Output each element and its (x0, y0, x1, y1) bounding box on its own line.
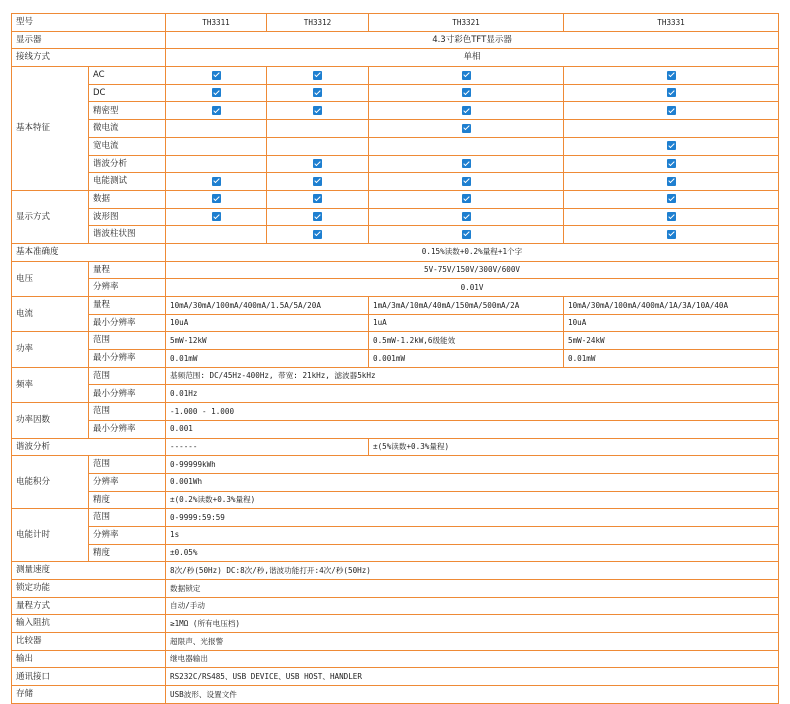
current-res-value: 10uA (166, 314, 369, 332)
frequency-res-label: 最小分辨率 (89, 385, 166, 403)
basic-feature-row (12, 173, 779, 191)
checkbox-checked-icon (212, 106, 221, 115)
basic-feature-check-cell (369, 120, 564, 138)
energy-range-value: 0-99999kWh (166, 456, 779, 474)
checkbox-checked-icon (462, 124, 471, 133)
checkbox-checked-icon (313, 71, 322, 80)
basic-feature-check-cell (564, 67, 779, 85)
display-mode-item-label: 数据 (89, 190, 166, 208)
current-res-label: 最小分辨率 (89, 314, 166, 332)
basic-feature-check-cell (267, 67, 369, 85)
accuracy-label: 基本准确度 (12, 243, 166, 261)
checkbox-checked-icon (667, 106, 676, 115)
power-row (12, 350, 779, 368)
voltage-row (12, 261, 779, 279)
basic-feature-item-label: 谐波分析 (89, 155, 166, 173)
spec-row (12, 650, 779, 668)
display-mode-item-label: 谐波柱状图 (89, 226, 166, 244)
spec-label: 输入阻抗 (12, 615, 166, 633)
basic-feature-check-cell (166, 67, 267, 85)
spec-value: 自动/手动 (166, 597, 779, 615)
power-factor-range-value: -1.000 - 1.000 (166, 403, 779, 421)
checkbox-checked-icon (667, 159, 676, 168)
accuracy-row (12, 243, 779, 261)
basic-feature-row (12, 84, 779, 102)
display-mode-check-cell (267, 208, 369, 226)
display-mode-row (12, 226, 779, 244)
energy-row (12, 491, 779, 509)
model-th3312: TH3312 (267, 14, 369, 32)
basic-feature-check-cell (166, 120, 267, 138)
basic-feature-check-cell (166, 84, 267, 102)
basic-feature-item-label: 宽电流 (89, 137, 166, 155)
display-mode-row (12, 190, 779, 208)
spec-label: 量程方式 (12, 597, 166, 615)
voltage-res-label: 分辨率 (89, 279, 166, 297)
current-row (12, 314, 779, 332)
checkbox-checked-icon (667, 194, 676, 203)
current-range-label: 量程 (89, 297, 166, 315)
checkbox-checked-icon (313, 177, 322, 186)
timing-row (12, 509, 779, 527)
spec-row (12, 615, 779, 633)
voltage-row (12, 279, 779, 297)
basic-feature-item-label: 微电流 (89, 120, 166, 138)
power-res-value: 0.01mW (166, 350, 369, 368)
frequency-row (12, 367, 779, 385)
basic-feature-check-cell (369, 102, 564, 120)
power-label: 功率 (12, 332, 89, 367)
power-row (12, 332, 779, 350)
checkbox-checked-icon (462, 212, 471, 221)
spec-label: 通讯接口 (12, 668, 166, 686)
basic-feature-check-cell (564, 155, 779, 173)
power-range-value: 5mW-12kW (166, 332, 369, 350)
basic-feature-check-cell (166, 173, 267, 191)
power-range-value: 5mW-24kW (564, 332, 779, 350)
energy-row (12, 456, 779, 474)
basic-feature-check-cell (267, 173, 369, 191)
spec-row (12, 562, 779, 580)
display-row (12, 31, 779, 49)
basic-feature-check-cell (166, 137, 267, 155)
basic-feature-check-cell (267, 102, 369, 120)
power-factor-res-label: 最小分辨率 (89, 420, 166, 438)
spec-label: 比较器 (12, 633, 166, 651)
wiring-row (12, 49, 779, 67)
basic-feature-row (12, 137, 779, 155)
energy-acc-value: ±(0.2%读数+0.3%量程) (166, 491, 779, 509)
display-mode-item-label: 波形图 (89, 208, 166, 226)
spec-value: 8次/秒(50Hz) DC:8次/秒,谐波功能打开:4次/秒(50Hz) (166, 562, 779, 580)
basic-feature-label: 基本特征 (12, 67, 89, 191)
spec-value: 超限声、光报警 (166, 633, 779, 651)
frequency-range-value: 基频范围: DC/45Hz-400Hz, 带宽: 21kHz, 滤波器5kHz (166, 367, 779, 385)
spec-label: 输出 (12, 650, 166, 668)
header-row (12, 14, 779, 32)
basic-feature-row (12, 102, 779, 120)
accuracy-value: 0.15%读数+0.2%量程+1个字 (166, 243, 779, 261)
basic-feature-check-cell (564, 84, 779, 102)
harmonic-label: 谐波分析 (12, 438, 166, 456)
voltage-res-value: 0.01V (166, 279, 779, 297)
current-range-value: 1mA/3mA/10mA/40mA/150mA/500mA/2A (369, 297, 564, 315)
model-th3321: TH3321 (369, 14, 564, 32)
power-factor-range-label: 范围 (89, 403, 166, 421)
checkbox-checked-icon (212, 194, 221, 203)
frequency-label: 频率 (12, 367, 89, 402)
basic-feature-row (12, 67, 779, 85)
spec-table-body (12, 14, 779, 704)
timing-res-label: 分辨率 (89, 526, 166, 544)
checkbox-checked-icon (667, 177, 676, 186)
display-mode-check-cell (564, 226, 779, 244)
spec-value: 数据锁定 (166, 580, 779, 598)
basic-feature-row (12, 120, 779, 138)
basic-feature-check-cell (369, 137, 564, 155)
checkbox-checked-icon (667, 212, 676, 221)
checkbox-checked-icon (313, 212, 322, 221)
display-mode-check-cell (166, 190, 267, 208)
spec-row (12, 668, 779, 686)
timing-range-label: 范围 (89, 509, 166, 527)
spec-table-container (11, 13, 779, 704)
basic-feature-row (12, 155, 779, 173)
power-range-value: 0.5mW-1.2kW,6级能效 (369, 332, 564, 350)
checkbox-checked-icon (313, 106, 322, 115)
display-mode-row (12, 208, 779, 226)
spec-value: ≥1MΩ (所有电压档) (166, 615, 779, 633)
voltage-label: 电压 (12, 261, 89, 296)
checkbox-checked-icon (212, 212, 221, 221)
energy-range-label: 范围 (89, 456, 166, 474)
display-mode-check-cell (564, 190, 779, 208)
spec-row (12, 633, 779, 651)
energy-row (12, 473, 779, 491)
basic-feature-check-cell (267, 137, 369, 155)
model-header-label: 型号 (12, 14, 166, 32)
basic-feature-item-label: AC (89, 67, 166, 85)
timing-row (12, 526, 779, 544)
display-mode-check-cell (369, 226, 564, 244)
spec-row (12, 686, 779, 704)
wiring-value: 单相 (166, 49, 779, 67)
spec-label: 存储 (12, 686, 166, 704)
basic-feature-check-cell (166, 155, 267, 173)
current-range-value: 10mA/30mA/100mA/400mA/1.5A/5A/20A (166, 297, 369, 315)
checkbox-checked-icon (462, 159, 471, 168)
basic-feature-check-cell (564, 137, 779, 155)
energy-acc-label: 精度 (89, 491, 166, 509)
display-mode-check-cell (564, 208, 779, 226)
display-mode-check-cell (267, 190, 369, 208)
basic-feature-check-cell (267, 84, 369, 102)
display-mode-check-cell (369, 190, 564, 208)
power-factor-row (12, 420, 779, 438)
checkbox-checked-icon (667, 71, 676, 80)
checkbox-checked-icon (313, 230, 322, 239)
spec-value: USB波形、设置文件 (166, 686, 779, 704)
frequency-row (12, 385, 779, 403)
spec-row (12, 580, 779, 598)
checkbox-checked-icon (462, 88, 471, 97)
model-th3311: TH3311 (166, 14, 267, 32)
checkbox-checked-icon (667, 230, 676, 239)
power-factor-label: 功率因数 (12, 403, 89, 438)
spec-table (11, 13, 779, 704)
basic-feature-check-cell (564, 120, 779, 138)
power-res-label: 最小分辨率 (89, 350, 166, 368)
checkbox-checked-icon (462, 230, 471, 239)
checkbox-checked-icon (212, 88, 221, 97)
basic-feature-check-cell (267, 155, 369, 173)
voltage-range-label: 量程 (89, 261, 166, 279)
frequency-res-value: 0.01Hz (166, 385, 779, 403)
spec-value: 继电器输出 (166, 650, 779, 668)
display-mode-check-cell (369, 208, 564, 226)
checkbox-checked-icon (462, 106, 471, 115)
timing-row (12, 544, 779, 562)
frequency-range-label: 范围 (89, 367, 166, 385)
basic-feature-item-label: 电能测试 (89, 173, 166, 191)
basic-feature-check-cell (369, 84, 564, 102)
display-mode-check-cell (166, 226, 267, 244)
current-range-value: 10mA/30mA/100mA/400mA/1A/3A/10A/40A (564, 297, 779, 315)
checkbox-checked-icon (667, 88, 676, 97)
checkbox-checked-icon (462, 71, 471, 80)
harmonic-row (12, 438, 779, 456)
display-value: 4.3寸彩色TFT显示器 (166, 31, 779, 49)
timing-range-value: 0-9999:59:59 (166, 509, 779, 527)
basic-feature-item-label: 精密型 (89, 102, 166, 120)
basic-feature-check-cell (564, 102, 779, 120)
checkbox-checked-icon (313, 194, 322, 203)
display-mode-label: 显示方式 (12, 190, 89, 243)
model-th3331: TH3331 (564, 14, 779, 32)
harmonic-value: ±(5%读数+0.3%量程) (369, 438, 779, 456)
power-factor-res-value: 0.001 (166, 420, 779, 438)
display-mode-check-cell (166, 208, 267, 226)
timing-acc-value: ±0.05% (166, 544, 779, 562)
spec-value: RS232C/RS485、USB DEVICE、USB HOST、HANDLER (166, 668, 779, 686)
basic-feature-check-cell (369, 67, 564, 85)
power-res-value: 0.001mW (369, 350, 564, 368)
checkbox-checked-icon (212, 177, 221, 186)
current-res-value: 1uA (369, 314, 564, 332)
energy-res-value: 0.001Wh (166, 473, 779, 491)
power-range-label: 范围 (89, 332, 166, 350)
timing-res-value: 1s (166, 526, 779, 544)
basic-feature-check-cell (369, 173, 564, 191)
current-label: 电流 (12, 297, 89, 332)
power-res-value: 0.01mW (564, 350, 779, 368)
wiring-label: 接线方式 (12, 49, 166, 67)
timing-acc-label: 精度 (89, 544, 166, 562)
basic-feature-check-cell (369, 155, 564, 173)
spec-label: 测量速度 (12, 562, 166, 580)
energy-res-label: 分辨率 (89, 473, 166, 491)
display-mode-check-cell (267, 226, 369, 244)
checkbox-checked-icon (313, 159, 322, 168)
display-label: 显示器 (12, 31, 166, 49)
energy-label: 电能积分 (12, 456, 89, 509)
checkbox-checked-icon (667, 141, 676, 150)
basic-feature-check-cell (166, 102, 267, 120)
basic-feature-item-label: DC (89, 84, 166, 102)
spec-label: 锁定功能 (12, 580, 166, 598)
checkbox-checked-icon (462, 177, 471, 186)
checkbox-checked-icon (212, 71, 221, 80)
power-factor-row (12, 403, 779, 421)
voltage-range-value: 5V-75V/150V/300V/600V (166, 261, 779, 279)
timing-label: 电能计时 (12, 509, 89, 562)
basic-feature-check-cell (564, 173, 779, 191)
basic-feature-check-cell (267, 120, 369, 138)
harmonic-value: ------ (166, 438, 369, 456)
checkbox-checked-icon (313, 88, 322, 97)
current-row (12, 297, 779, 315)
checkbox-checked-icon (462, 194, 471, 203)
spec-row (12, 597, 779, 615)
current-res-value: 10uA (564, 314, 779, 332)
